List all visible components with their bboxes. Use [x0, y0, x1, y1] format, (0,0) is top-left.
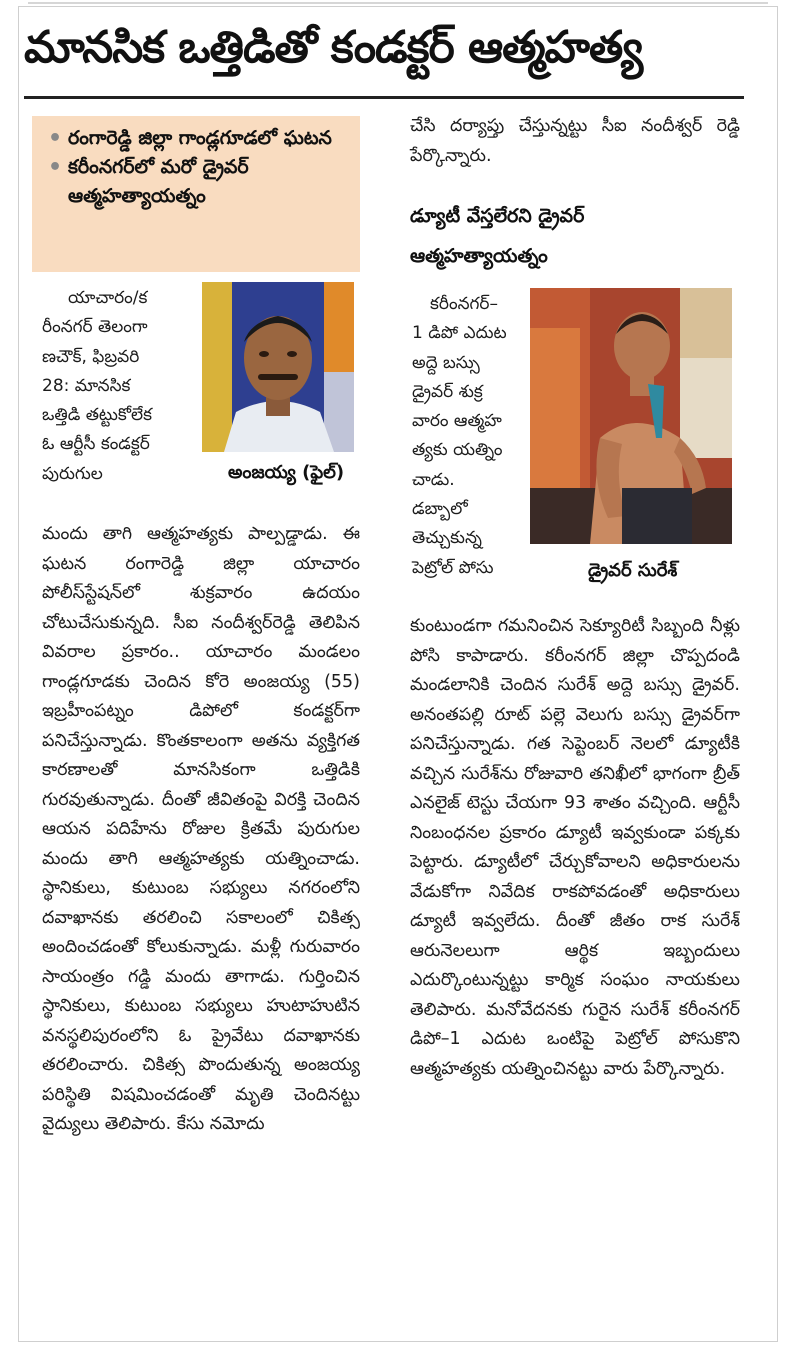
- story1-line: రీంనగర్ తెలంగా: [42, 317, 148, 338]
- highlights-box: [32, 116, 360, 272]
- headline-rule: [24, 96, 744, 99]
- story1-line: ణచౌక్, ఫిబ్రవరి: [42, 346, 140, 367]
- anjaiah-photo-caption: అంజయ్య (ఫైల్): [222, 462, 350, 487]
- story2-line: పెట్రోల్ పోసు: [412, 557, 494, 578]
- story2-line: అద్దె బస్సు: [412, 352, 480, 373]
- story1-line: యాచారం/క: [68, 288, 148, 308]
- story2-narrow-column: [412, 290, 526, 583]
- highlight-item: • రంగారెడ్డి జిల్లా గాండ్లగూడలో ఘటన: [42, 124, 350, 153]
- story1-line: ఒత్తిడి తట్టుకోలేక: [42, 405, 152, 426]
- story1-continued: చేసి దర్యాప్తు చేస్తున్నట్టు సీఐ నందీశ్వర్ రెడ్డి పేర్కొన్నారు.: [410, 116, 740, 166]
- top-border-line: [28, 2, 768, 4]
- story1-line: 28: మానసిక: [42, 375, 131, 396]
- story1-line: పురుగుల: [42, 463, 103, 484]
- suresh-photo-caption: డ్రైవర్ సురేశ్: [582, 560, 683, 585]
- story2-subhead: [410, 196, 740, 276]
- story1-line: ఓ ఆర్టీసీ కండక్టర్: [42, 434, 150, 455]
- anjaiah-portrait-image: [202, 282, 354, 452]
- suresh-photo: [530, 288, 732, 544]
- story2-subhead-line: డ్యూటీ వేస్తలేరని డ్రైవర్: [410, 205, 585, 227]
- story2-subhead-line: ఆత్మహత్యాయత్నం: [410, 245, 548, 267]
- story2-line: త్యకు యత్నిం: [412, 440, 503, 461]
- story2-line: కరీంనగర్–: [430, 294, 498, 314]
- anjaiah-photo: [202, 282, 354, 452]
- story2-line: చాడు.: [412, 469, 455, 490]
- headline: మానసిక ఒత్తిడితో కండక్టర్ ఆత్మహత్య: [24, 22, 643, 73]
- story2-line: డ్రైవర్ శుక్ర: [412, 381, 483, 402]
- story2-line: తెచ్చుకున్న: [412, 528, 482, 549]
- story2-body: కుంటుండగా గమనించిన సెక్యూరిటీ సిబ్బంది నీళ్లు పోసి కాపాడారు. కరీంనగర్ జిల్లా చొప్పదండి మండలానికి చెందిన సురేశ్ అద్దె బస్సు డ్రైవర్. అనంతపల్లి రూట్ పల్లె వెలుగు బస్సు డ్రైవర్‌గా పనిచేస్తున్నాడు. గత సెప్టెంబర్ నెలలో డ్యూటీకి వచ్చిన సురేశ్‌ను రోజువారి తనిఖీలో భాగంగా బ్రీత్ ఎనలైజ్ టెస్టు చేయగా 93 శాతం వచ్చింది. ఆర్టీసీ నింబంధనల ప్రకారం డ్యూటీ ఇవ్వకుండా పక్కకు పెట్టారు. డ్యూటీలో చేర్చుకోవాలని అధికారులను వేడుకోగా నివేదిక రాకపోవడంతో అధికారులు డ్యూటీ ఇవ్వలేదు. దీంతో జీతం రాక సురేశ్ ఆరునెలలుగా ఆర్థిక ఇబ్బందులు ఎదుర్కొంటున్నట్టు కార్మిక సంఘం నాయకులు తెలిపారు. మనోవేదనకు గురైన సురేశ్ కరీంనగర్ డిపో–1 ఎదుట ఒంటిపై పెట్రోల్ పోసుకొని ఆత్మహత్యకు యత్నించినట్టు వారు పేర్కొన్నారు.: [410, 616, 740, 1079]
- story2-line: 1 డిపో ఎదుట: [412, 323, 507, 344]
- story2-line: వారం ఆత్మహ: [412, 411, 502, 432]
- story1-body: మందు తాగి ఆత్మహత్యకు పాల్పడ్డాడు. ఈ ఘటన రంగారెడ్డి జిల్లా యాచారం పోలీస్‌స్టేషన్‌లో శుక్రవారం ఉదయం చోటుచేసుకున్నది. సీఐ నందీశ్వర్‌రెడ్డి తెలిపిన వివరాల ప్రకారం.. యాచారం మండలం గాండ్లగూడకు చెందిన కోరె అంజయ్య (55) ఇబ్రహీంపట్నం డిపోలో కండక్టర్‌గా పనిచేస్తున్నాడు. కొంతకాలంగా అతను వ్యక్తిగత కారణాలతో మానసికంగా ఒత్తిడికి గురవుతున్నాడు. దీంతో జీవితంపై విరక్తి చెందిన ఆయన పదిహేను రోజుల క్రితమే పురుగుల మందు తాగి ఆత్మహత్యకు యత్నించాడు. స్థానికులు, కుటుంబ సభ్యులు నగరంలోని దవాఖానకు తరలించి సకాలంలో చికిత్స అందించడంతో కోలుకున్నాడు. మళ్లీ గురువారం సాయంత్రం గడ్డి మందు తాగాడు. గుర్తించిన స్థానికులు, కుటుంబ సభ్యులు హుటాహుటిన వనస్థలిపురంలోని ఓ ప్రైవేటు దవాఖానకు తరలించారు. చికిత్స పొందుతున్న అంజయ్య పరిస్థితి విషమించడంతో మృతి చెందినట్టు వైద్యులు తెలిపారు. కేసు నమోదు: [42, 524, 360, 1134]
- story1-narrow-column: [42, 284, 198, 489]
- suresh-scene-image: [530, 288, 732, 544]
- story2-line: డబ్బాలో: [412, 499, 468, 520]
- highlight-item: • కరీంనగర్‌లో మరో డ్రైవర్ ఆత్మహత్యాయత్నం: [42, 153, 350, 211]
